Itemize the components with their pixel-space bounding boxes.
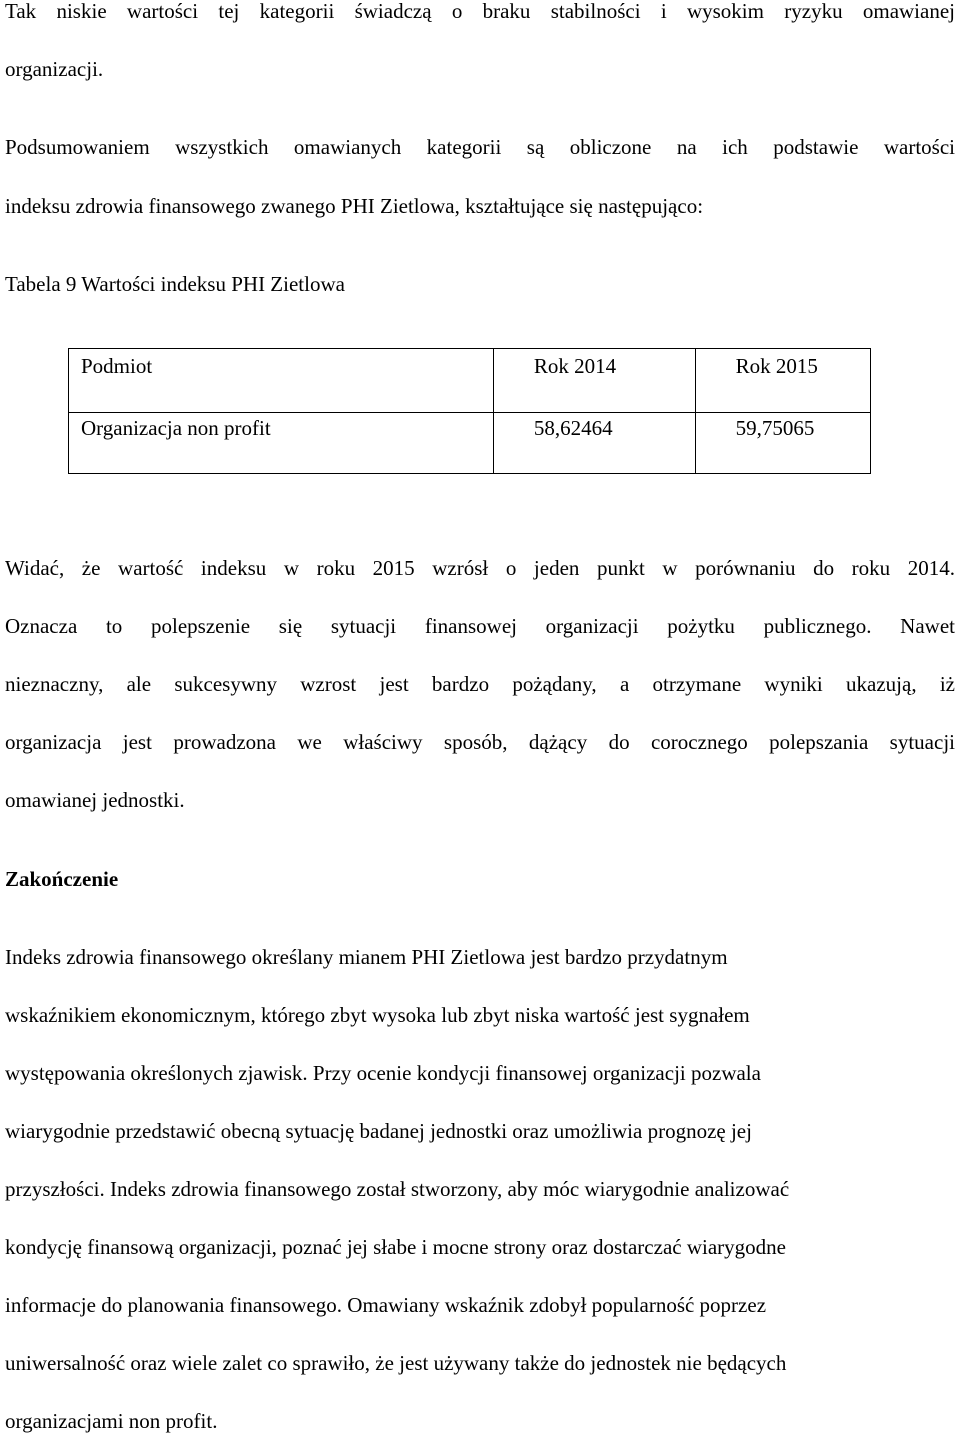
table-caption: Tabela 9 Wartości indeksu PHI Zietlowa [5, 272, 345, 296]
paragraph-2-line-1: Podsumowaniem wszystkich omawianych kategorii są obliczone na ich podstawie wartości [5, 135, 955, 159]
table-header-year-2015: Rok 2015 [695, 349, 870, 413]
paragraph-1-line-2: organizacji. [5, 57, 104, 81]
table-header-entity: Podmiot [69, 349, 494, 413]
paragraph-4-line-5: przyszłości. Indeks zdrowia finansowego został stworzony, aby móc wiarygodnie analizować [5, 1177, 790, 1201]
table-header-row [69, 349, 871, 413]
table-cell-2015: 59,75065 [695, 413, 870, 474]
paragraph-3-line-2: Oznacza to polepszenie się sytuacji finansowej organizacji pożytku publicznego. Nawet [5, 614, 955, 638]
paragraph-3-line-4: organizacja jest prowadzona we właściwy sposób, dążący do corocznego polepszania sytuacji [5, 730, 955, 754]
paragraph-4-line-8: uniwersalność oraz wiele zalet co sprawiło, że jest używany także do jednostek nie będących [5, 1351, 787, 1375]
paragraph-4-line-9: organizacjami non profit. [5, 1409, 218, 1433]
paragraph-4-line-4: wiarygodnie przedstawić obecną sytuację badanej jednostki oraz umożliwia prognozę jej [5, 1119, 752, 1143]
phi-zietlow-table [68, 348, 871, 474]
paragraph-3-line-1: Widać, że wartość indeksu w roku 2015 wzrósł o jeden punkt w porównaniu do roku 2014. [5, 556, 955, 580]
table-cell-entity: Organizacja non profit [69, 413, 494, 474]
paragraph-4-line-1: Indeks zdrowia finansowego określany mianem PHI Zietlowa jest bardzo przydatnym [5, 945, 728, 969]
paragraph-3-line-5: omawianej jednostki. [5, 788, 185, 812]
paragraph-2-line-2: indeksu zdrowia finansowego zwanego PHI Zietlowa, kształtujące się następująco: [5, 194, 704, 218]
paragraph-4-line-6: kondycję finansową organizacji, poznać jej słabe i mocne strony oraz dostarczać wiarygodne [5, 1235, 786, 1259]
paragraph-4-line-2: wskaźnikiem ekonomicznym, którego zbyt wysoka lub zbyt niska wartość jest sygnałem [5, 1003, 750, 1027]
table-cell-2014: 58,62464 [493, 413, 695, 474]
table-header-year-2014: Rok 2014 [493, 349, 695, 413]
table-row [69, 413, 871, 474]
paragraph-4-line-3: występowania określonych zjawisk. Przy ocenie kondycji finansowej organizacji pozwala [5, 1061, 761, 1085]
paragraph-3-line-3: nieznaczny, ale sukcesywny wzrost jest bardzo pożądany, a otrzymane wyniki ukazują, iż [5, 672, 955, 696]
paragraph-1-line-1: Tak niskie wartości tej kategorii świadczą o braku stabilności i wysokim ryzyku omawianej [5, 0, 955, 23]
section-heading: Zakończenie [5, 867, 119, 891]
paragraph-4-line-7: informacje do planowania finansowego. Omawiany wskaźnik zdobył popularność poprzez [5, 1293, 767, 1317]
